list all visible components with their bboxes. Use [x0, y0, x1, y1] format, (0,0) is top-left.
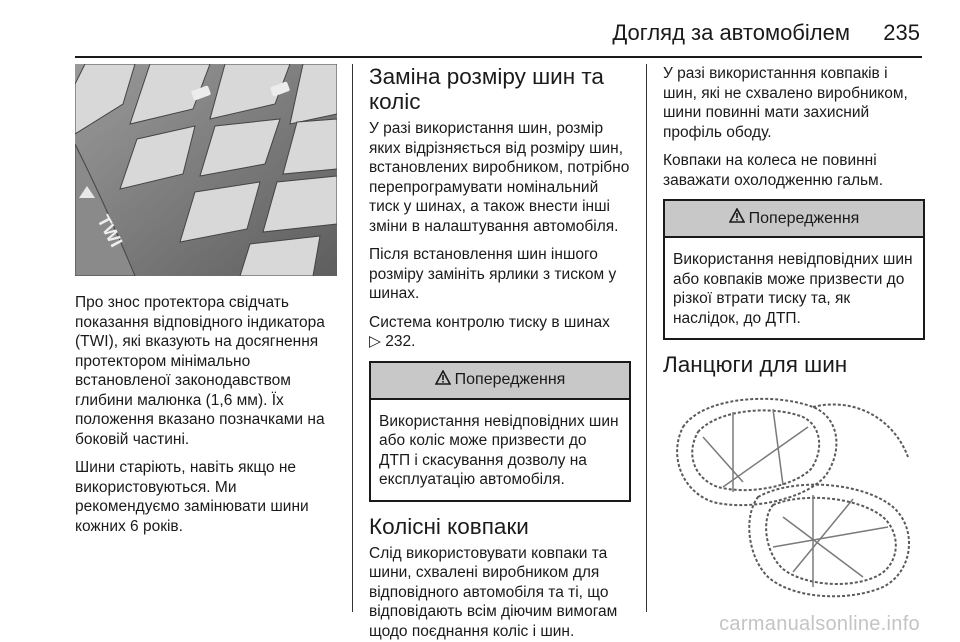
snow-chains-illustration [663, 387, 925, 602]
header-title: Догляд за автомобілем [612, 20, 850, 45]
tire-tread-illustration [75, 64, 337, 276]
page-number: 235 [883, 20, 920, 45]
column-divider-1 [352, 64, 353, 612]
paragraph: У разі використання шин, розмір яких відрізняється від розміру шин, встановлених виробником, потрібно перепрограмувати номінальний тиск у шинах, а також внести інші зміни в налаштування автомобіля. [369, 120, 630, 235]
paragraph: У разі використанння ковпаків і шин, які не схвалено виробником, шини повинні мати захисний профіль ободу. [663, 65, 908, 141]
column-divider-2 [646, 64, 647, 612]
tpms-page-link[interactable]: 232. [385, 333, 416, 350]
warning-text: Використання невідповідних шин або ковпаків може призвести до різкої втрати тиску та, як наслідок, до ДТП. [673, 251, 913, 327]
warning-triangle-icon [435, 370, 451, 391]
reference-arrow-icon: ▷ [369, 333, 381, 350]
warning-text: Використання невідповідних шин або коліс може призвести до ДТП і скасування дозволу на експлуатацію автомобіля. [379, 412, 619, 488]
column-2 [369, 64, 631, 642]
warning-title: Попередження [748, 209, 860, 227]
warning-header [371, 363, 629, 400]
paragraph: Ковпаки на колеса не повинні заважати охолодженню гальм. [663, 152, 884, 189]
twi-label: TWI [93, 211, 127, 251]
page-header [0, 14, 960, 54]
warning-title: Попередження [454, 371, 566, 389]
warning-triangle-icon [729, 208, 745, 229]
section-title-tire-size: Заміна розміру шин та коліс [369, 64, 604, 114]
paragraph: Про знос протектора свідчать показання відповідного індикатора (TWI), які вказують на досягнення протектором мінімально встановленої законодавством глибини малюнка (1,6 мм). Їх положення вказано позначками на боковій частині. [75, 294, 325, 448]
paragraph: Шини старіють, навіть якщо не використовуються. Ми рекомендуємо замінювати шини кожних 6 років. [75, 459, 309, 535]
watermark: carmanualsonline.info [719, 613, 920, 635]
column-1 [75, 64, 337, 545]
header-rule [75, 56, 922, 58]
tpms-text: Система контролю тиску в шинах [369, 313, 610, 331]
warning-box [663, 199, 925, 340]
warning-header [665, 201, 923, 238]
column-3 [663, 64, 925, 602]
section-title-hubcaps: Колісні ковпаки [369, 513, 529, 539]
warning-box [369, 361, 631, 502]
paragraph: Слід використовувати ковпаки та шини, схвалені виробником для відповідного автомобіля та ті, що відповідають всім діючим вимогам щодо поєднання коліс і шин. [369, 544, 618, 640]
paragraph: Після встановлення шин іншого розміру замініть ярлики з тиском у шинах. [369, 246, 617, 302]
section-title-snow-chains: Ланцюги для шин [663, 352, 848, 377]
paragraph-tpms [369, 313, 631, 352]
